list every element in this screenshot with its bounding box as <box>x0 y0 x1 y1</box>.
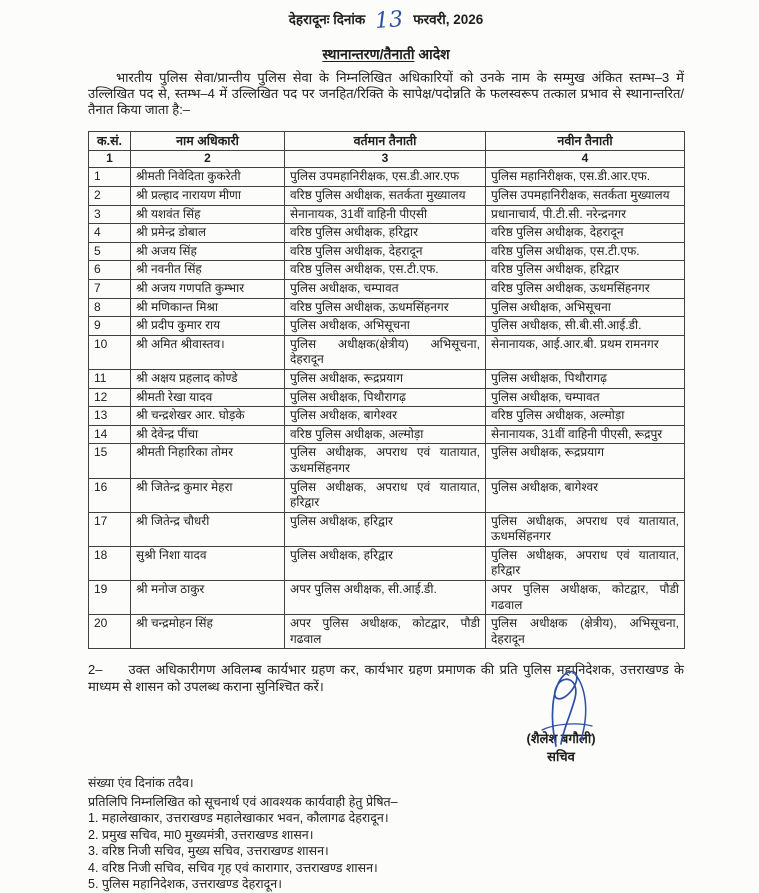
current-posting-cell: वरिष्ठ पुलिस अधीक्षक, सतर्कता मुख्यालय <box>285 187 486 206</box>
new-posting-cell: पुलिस अधीक्षक, अपराध एवं यातायात, ऊधमसिंहनगर <box>486 512 685 546</box>
officer-name-cell: श्री देवेन्द्र पींचा <box>131 425 285 444</box>
intro-paragraph: भारतीय पुलिस सेवा/प्रान्तीय पुलिस सेवा के निम्नलिखित अधिकारियों को उनके नाम के सम्मुख अंकित स्तम्भ–3 में उल्लिखित पद से, स्तम्भ–4 में उल्लिखित पद पर जनहित/रिक्ति के सापेक्ष/पदोन्नति के फलस्वरूप तत्काल प्रभाव से स्थानान्तरित/तैनात किया जाता है:– <box>88 70 684 117</box>
current-posting-cell: पुलिस अधीक्षक, चम्पावत <box>285 279 486 298</box>
new-posting-cell: सेनानायक, आई.आर.बी. प्रथम रामनगर <box>486 335 685 369</box>
serial-cell: 12 <box>89 388 131 407</box>
current-posting-cell: वरिष्ठ पुलिस अधीक्षक, ऊधमसिंहनगर <box>285 298 486 317</box>
title-underlined: स्थानान्तरण/तैनाती <box>322 46 415 62</box>
officer-name-cell: श्री अमित श्रीवास्तव। <box>131 335 285 369</box>
serial-cell: 6 <box>89 261 131 280</box>
new-posting-cell: पुलिस उपमहानिरीक्षक, सतर्कता मुख्यालय <box>486 187 685 206</box>
column-number: 2 <box>131 150 285 168</box>
officer-name-cell: श्री जितेन्द्र कुमार मेहरा <box>131 478 285 512</box>
header-current-posting: वर्तमान तैनाती <box>285 131 486 150</box>
new-posting-cell: पुलिस अधीक्षक, अभिसूचना <box>486 298 685 317</box>
new-posting-cell: प्रधानाचार्य, पी.टी.सी. नरेन्द्रनगर <box>486 205 685 224</box>
new-posting-cell: पुलिस अधीक्षक, रूद्रप्रयाग <box>486 444 685 478</box>
officer-name-cell: श्री अक्षय प्रहलाद कोण्डे <box>131 369 285 388</box>
table-row <box>89 615 685 649</box>
new-posting-cell: वरिष्ठ पुलिस अधीक्षक, देहरादून <box>486 224 685 243</box>
officer-name-cell: श्री प्रदीप कुमार राय <box>131 317 285 336</box>
table-row <box>89 261 685 280</box>
officer-name-cell: सुश्री निशा यादव <box>131 546 285 580</box>
serial-cell: 2 <box>89 187 131 206</box>
serial-cell: 3 <box>89 205 131 224</box>
table-row <box>89 335 685 369</box>
current-posting-cell: सेनानायक, 31वीं वाहिनी पीएसी <box>285 205 486 224</box>
title-rest: आदेश <box>418 46 450 62</box>
new-posting-cell: वरिष्ठ पुलिस अधीक्षक, अल्मोड़ा <box>486 407 685 426</box>
new-posting-cell: पुलिस अधीक्षक, सी.बी.सी.आई.डी. <box>486 317 685 336</box>
current-posting-cell: वरिष्ठ पुलिस अधीक्षक, हरिद्वार <box>285 224 486 243</box>
serial-cell: 11 <box>89 369 131 388</box>
current-posting-cell: पुलिस अधीक्षक, हरिद्वार <box>285 546 486 580</box>
transfer-order-table <box>88 131 685 650</box>
date-line <box>88 8 684 33</box>
new-posting-cell: अपर पुलिस अधीक्षक, कोटद्वार, पौडी गढवाल <box>486 581 685 615</box>
paragraph-number: 2– <box>88 662 103 678</box>
current-posting-cell: वरिष्ठ पुलिस अधीक्षक, अल्मोड़ा <box>285 425 486 444</box>
current-posting-cell: पुलिस अधीक्षक, अपराध एवं यातायात, ऊधमसिंहनगर <box>285 444 486 478</box>
recipient-item: 1. महालेखाकार, उत्तराखण्ड महालेखाकार भवन, कौलागढ देहरादून। <box>88 811 389 826</box>
table-row <box>89 512 685 546</box>
current-posting-cell: अपर पुलिस अधीक्षक, कोटद्वार, पौडी गढवाल <box>285 615 486 649</box>
table-row <box>89 425 685 444</box>
serial-cell: 1 <box>89 168 131 187</box>
officer-name-cell: श्री चन्द्रशेखर आर. घोड़के <box>131 407 285 426</box>
signatory-name: (शैलेश बगौली) <box>526 731 596 747</box>
footer-section <box>88 775 684 893</box>
current-posting-cell: पुलिस अधीक्षक, बागेश्वर <box>285 407 486 426</box>
header-new-posting: नवीन तैनाती <box>486 131 685 150</box>
serial-cell: 14 <box>89 425 131 444</box>
serial-cell: 16 <box>89 478 131 512</box>
table-row <box>89 168 685 187</box>
instruction-text: उक्त अधिकारीगण अविलम्ब कार्यभार ग्रहण कर, कार्यभार ग्रहण प्रमाणक की प्रति पुलिस महानिदेशक, उत्तराखण्ड के माध्यम से शासन को उपलब्ध कराना सुनिश्चित करें। <box>88 662 684 695</box>
current-posting-cell: पुलिस अधीक्षक, अपराध एवं यातायात, हरिद्वार <box>285 478 486 512</box>
table-row <box>89 369 685 388</box>
column-number: 4 <box>486 150 685 168</box>
officer-name-cell: श्री मनोज ठाकुर <box>131 581 285 615</box>
current-posting-cell: पुलिस अधीक्षक, हरिद्वार <box>285 512 486 546</box>
officer-name-cell: श्री जितेन्द्र चौधरी <box>131 512 285 546</box>
officer-name-cell: श्री चन्द्रमोहन सिंह <box>131 615 285 649</box>
serial-cell: 8 <box>89 298 131 317</box>
new-posting-cell: पुलिस अधीक्षक, अपराध एवं यातायात, हरिद्वार <box>486 546 685 580</box>
instruction-paragraph <box>88 662 684 696</box>
officer-name-cell: श्री अजय गणपति कुम्भार <box>131 279 285 298</box>
table-row <box>89 388 685 407</box>
table-row <box>89 407 685 426</box>
current-posting-cell: वरिष्ठ पुलिस अधीक्षक, एस.टी.एफ. <box>285 261 486 280</box>
current-posting-cell: पुलिस अधीक्षक(क्षेत्रीय) अभिसूचना, देहरादून <box>285 335 486 369</box>
header-officer-name: नाम अधिकारी <box>131 131 285 150</box>
current-posting-cell: पुलिस अधीक्षक, रूद्रप्रयाग <box>285 369 486 388</box>
new-posting-cell: वरिष्ठ पुलिस अधीक्षक, ऊधमसिंहनगर <box>486 279 685 298</box>
page-title <box>88 45 684 64</box>
date-prefix: देहरादूनः दिनांक <box>288 12 366 27</box>
current-posting-cell: वरिष्ठ पुलिस अधीक्षक, देहरादून <box>285 242 486 261</box>
new-posting-cell: पुलिस अधीक्षक, चम्पावत <box>486 388 685 407</box>
serial-cell: 10 <box>89 335 131 369</box>
recipient-item: 2. प्रमुख सचिव, मा0 मुख्यमंत्री, उत्तराखण्ड शासन। <box>88 827 314 842</box>
new-posting-cell: पुलिस अधीक्षक, बागेश्वर <box>486 478 685 512</box>
serial-cell: 5 <box>89 242 131 261</box>
officer-name-cell: श्री मणिकान्त मिश्रा <box>131 298 285 317</box>
current-posting-cell: पुलिस अधीक्षक, अभिसूचना <box>285 317 486 336</box>
table-row <box>89 205 685 224</box>
column-number: 1 <box>89 150 131 168</box>
officer-name-cell: श्री प्रल्हाद नारायण मीणा <box>131 187 285 206</box>
current-posting-cell: पुलिस अधीक्षक, पिथौरागढ़ <box>285 388 486 407</box>
date-suffix: फरवरी, 2026 <box>413 12 484 27</box>
officer-name-cell: श्री प्रमेन्द्र डोबाल <box>131 224 285 243</box>
table-row <box>89 581 685 615</box>
recipient-item: 3. वरिष्ठ निजी सचिव, मुख्य सचिव, उत्तराखण्ड शासन। <box>88 844 329 859</box>
new-posting-cell: पुलिस महानिरीक्षक, एस.डी.आर.एफ. <box>486 168 685 187</box>
new-posting-cell: पुलिस अधीक्षक, पिथौरागढ़ <box>486 369 685 388</box>
new-posting-cell: सेनानायक, 31वीं वाहिनी पीएसी, रूद्रपुर <box>486 425 685 444</box>
header-serial: क.सं. <box>89 131 131 150</box>
table-row <box>89 279 685 298</box>
serial-cell: 20 <box>89 615 131 649</box>
table-row <box>89 478 685 512</box>
recipients-list <box>88 810 684 893</box>
serial-cell: 7 <box>89 279 131 298</box>
serial-cell: 13 <box>89 407 131 426</box>
signature-block <box>486 730 636 765</box>
serial-cell: 18 <box>89 546 131 580</box>
number-date-line: संख्या एंव दिनांक तदैव। <box>88 776 194 791</box>
column-number-row <box>89 150 685 168</box>
new-posting-cell: वरिष्ठ पुलिस अधीक्षक, हरिद्वार <box>486 261 685 280</box>
column-number: 3 <box>285 150 486 168</box>
officer-name-cell: श्री यशवंत सिंह <box>131 205 285 224</box>
copy-to-line: प्रतिलिपि निम्नलिखित को सूचनार्थ एवं आवश्यक कार्यवाही हेतु प्रेषित– <box>88 794 398 809</box>
table-header-row <box>89 131 685 150</box>
officer-name-cell: श्री अजय सिंह <box>131 242 285 261</box>
current-posting-cell: अपर पुलिस अधीक्षक, सी.आई.डी. <box>285 581 486 615</box>
serial-cell: 17 <box>89 512 131 546</box>
officer-name-cell: श्रीमती रेखा यादव <box>131 388 285 407</box>
table-row <box>89 546 685 580</box>
table-row <box>89 242 685 261</box>
officer-name-cell: श्री नवनीत सिंह <box>131 261 285 280</box>
table-row <box>89 298 685 317</box>
new-posting-cell: पुलिस अधीक्षक (क्षेत्रीय), अभिसूचना, देहरादून <box>486 615 685 649</box>
officer-name-cell: श्रीमती निहारिका तोमर <box>131 444 285 478</box>
handwritten-day: 13 <box>374 7 405 34</box>
signatory-designation: सचिव <box>547 748 575 764</box>
serial-cell: 15 <box>89 444 131 478</box>
serial-cell: 19 <box>89 581 131 615</box>
officer-name-cell: श्रीमती निवेदिता कुकरेती <box>131 168 285 187</box>
serial-cell: 4 <box>89 224 131 243</box>
table-row <box>89 444 685 478</box>
new-posting-cell: वरिष्ठ पुलिस अधीक्षक, एस.टी.एफ. <box>486 242 685 261</box>
recipient-item: 5. पुलिस महानिदेशक, उत्तराखण्ड देहरादून। <box>88 877 282 892</box>
current-posting-cell: पुलिस उपमहानिरीक्षक, एस.डी.आर.एफ <box>285 168 486 187</box>
table-row <box>89 187 685 206</box>
table-row <box>89 317 685 336</box>
recipient-item: 4. वरिष्ठ निजी सचिव, सचिव गृह एवं कारागार, उत्तराखण्ड शासन। <box>88 860 378 875</box>
table-row <box>89 224 685 243</box>
serial-cell: 9 <box>89 317 131 336</box>
